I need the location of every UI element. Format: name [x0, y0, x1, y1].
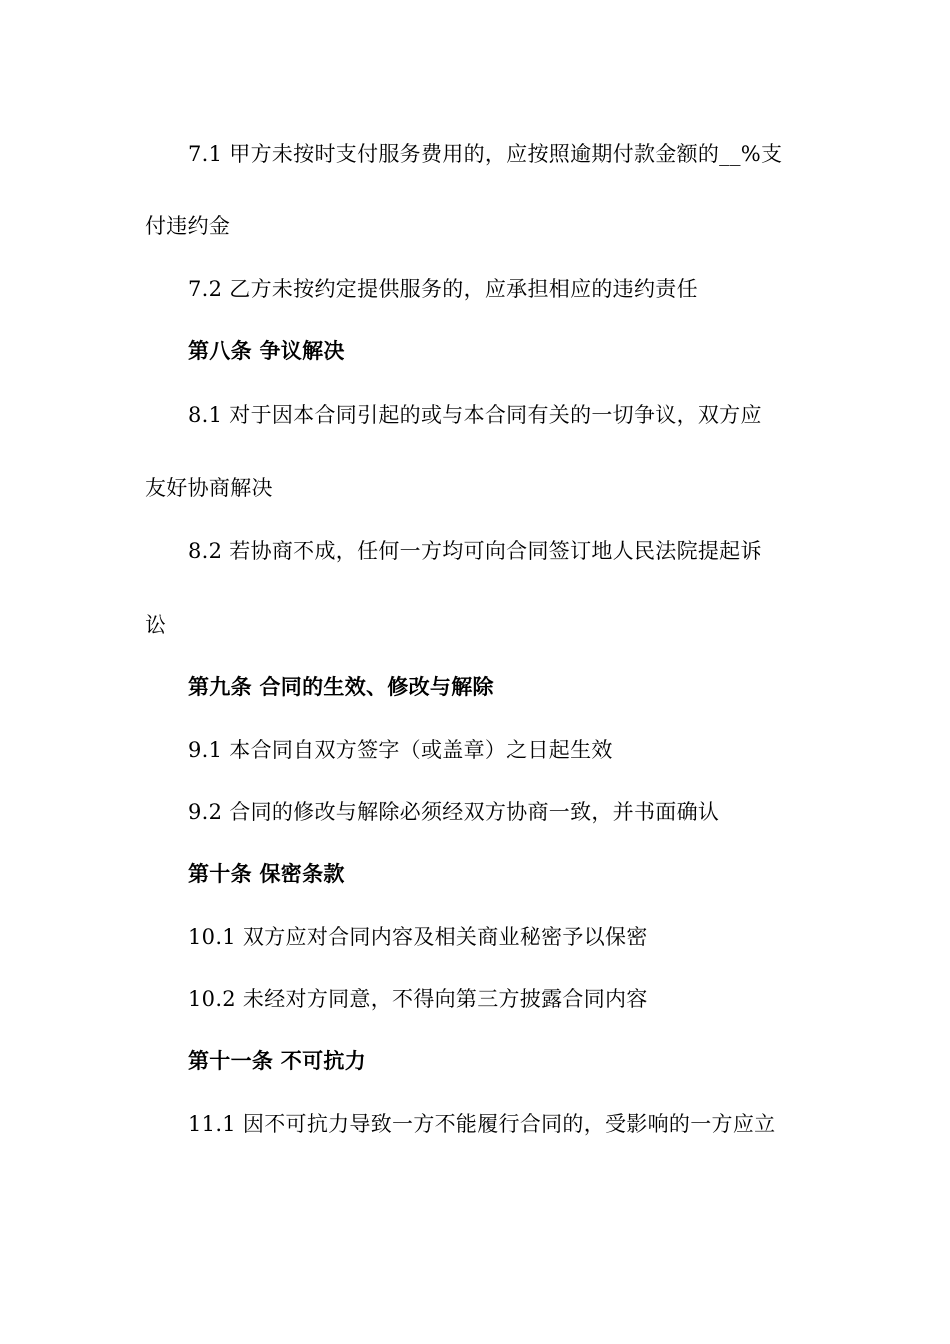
section-heading-10: 第十条 保密条款 — [188, 862, 345, 886]
clause-10-1: 10.1 双方应对合同内容及相关商业秘密予以保密 — [188, 925, 648, 949]
section-heading-9: 第九条 合同的生效、修改与解除 — [188, 675, 494, 699]
section-heading-11: 第十一条 不可抗力 — [188, 1049, 367, 1073]
section-heading-8: 第八条 争议解决 — [188, 339, 345, 363]
clause-7-2: 7.2 乙方未按约定提供服务的，应承担相应的违约责任 — [188, 277, 698, 301]
clause-9-1: 9.1 本合同自双方签字（或盖章）之日起生效 — [188, 738, 613, 762]
clause-11-1: 11.1 因不可抗力导致一方不能履行合同的，受影响的一方应立 — [188, 1112, 776, 1136]
clause-8-1: 8.1 对于因本合同引起的或与本合同有关的一切争议，双方应 — [188, 403, 762, 427]
clause-7-1: 7.1 甲方未按时支付服务费用的，应按照逾期付款金额的__%支 — [188, 142, 783, 166]
clause-10-2: 10.2 未经对方同意，不得向第三方披露合同内容 — [188, 987, 648, 1011]
clause-8-2-continuation: 讼 — [145, 613, 167, 637]
clause-8-1-continuation: 友好协商解决 — [145, 476, 273, 500]
clause-7-1-continuation: 付违约金 — [145, 214, 231, 238]
clause-8-2: 8.2 若协商不成，任何一方均可向合同签订地人民法院提起诉 — [188, 539, 762, 563]
clause-9-2: 9.2 合同的修改与解除必须经双方协商一致，并书面确认 — [188, 800, 720, 824]
